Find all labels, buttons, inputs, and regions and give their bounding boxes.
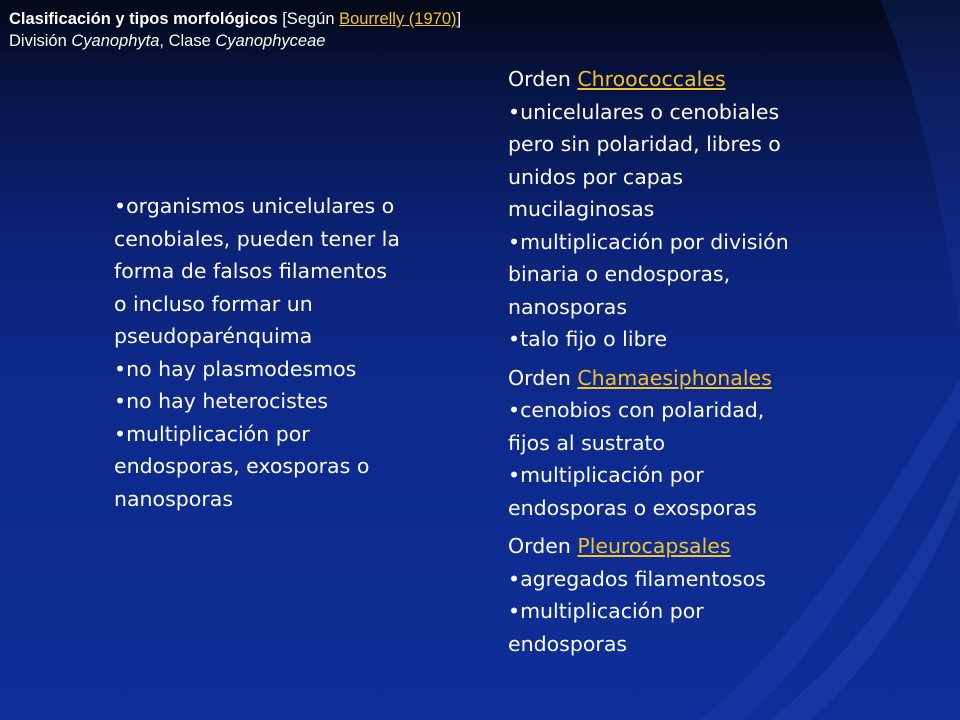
order-chamaesiphonales bbox=[508, 362, 948, 525]
orders-list bbox=[508, 63, 948, 660]
order-title bbox=[508, 530, 948, 563]
slide-header bbox=[9, 8, 461, 52]
clase-name: Cyanophyceae bbox=[215, 32, 326, 50]
clase-prefix: , Clase bbox=[159, 32, 216, 50]
division-prefix: División bbox=[9, 32, 72, 50]
header-line-1 bbox=[9, 8, 461, 30]
order-pleurocapsales bbox=[508, 530, 948, 660]
bourrelly-link[interactable]: Bourrelly (1970) bbox=[339, 10, 457, 28]
chroococcales-link[interactable]: Chroococcales bbox=[577, 67, 726, 91]
order-chroococcales bbox=[508, 63, 948, 356]
order-prefix: Orden bbox=[508, 67, 578, 91]
header-post-link: ] bbox=[456, 10, 462, 28]
characteristic-item: •organismos unicelulares o cenobiales, pueden tener la forma de falsos filamentos o incluso formar un pseudoparénquima bbox=[114, 194, 400, 348]
order-item: •multiplicación por división binaria o endosporas, nanosporas bbox=[508, 229, 789, 319]
order-item: •cenobios con polaridad, fijos al sustrato bbox=[508, 398, 765, 455]
order-item: •agregados filamentosos bbox=[508, 566, 766, 591]
characteristic-item: •no hay plasmodesmos bbox=[114, 356, 357, 381]
order-prefix: Orden bbox=[508, 365, 578, 390]
characteristic-item: •no hay heterocistes bbox=[114, 389, 329, 413]
header-line-2 bbox=[9, 30, 461, 52]
order-title bbox=[508, 362, 948, 395]
pleurocapsales-link[interactable]: Pleurocapsales bbox=[577, 534, 731, 558]
order-item: •unicelulares o cenobiales pero sin polaridad, libres o unidos por capas mucilaginosas bbox=[508, 99, 781, 221]
order-prefix: Orden bbox=[508, 534, 578, 558]
header-pre-link: [Según bbox=[277, 10, 340, 28]
class-characteristics-list bbox=[114, 190, 494, 515]
order-item: •multiplicación por endosporas o exosporas bbox=[508, 463, 757, 520]
characteristic-item: •multiplicación por endosporas, exosporas o nanosporas bbox=[114, 421, 370, 511]
order-item: •talo fijo o libre bbox=[508, 327, 668, 351]
order-item: •multiplicación por endosporas bbox=[508, 599, 704, 656]
chamaesiphonales-link[interactable]: Chamaesiphonales bbox=[577, 365, 772, 390]
header-title: Clasificación y tipos morfológicos bbox=[9, 10, 278, 28]
order-title bbox=[508, 63, 948, 96]
division-name: Cyanophyta bbox=[71, 32, 160, 50]
